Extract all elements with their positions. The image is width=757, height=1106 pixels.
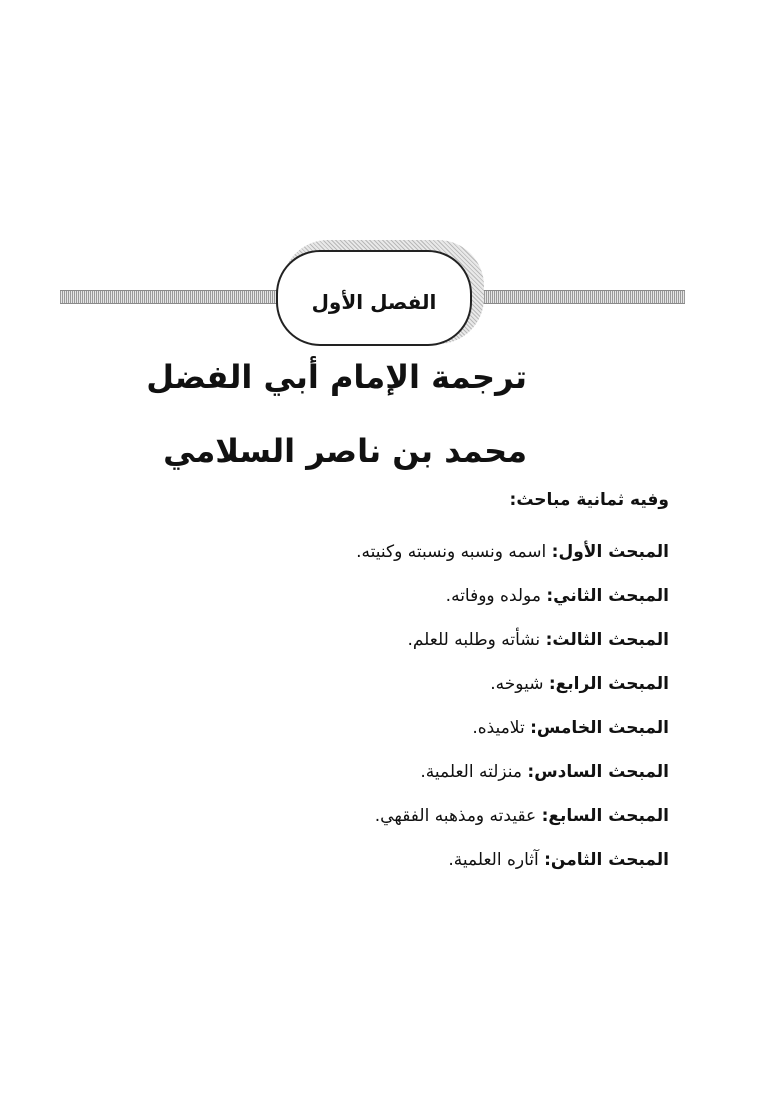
section-label: المبحث الأول:	[551, 542, 669, 562]
section-text: عقيدته ومذهبه الفقهي.	[374, 806, 542, 826]
section-label: المبحث الرابع:	[548, 674, 669, 694]
section-text: شيوخه.	[490, 674, 549, 694]
header-rule-right	[482, 290, 685, 304]
section-text: اسمه ونسبه ونسبته وكنيته.	[356, 542, 552, 562]
section-label: المبحث الثامن:	[544, 850, 669, 870]
section-label: المبحث الخامس:	[530, 718, 669, 738]
section-text: منزلته العلمية.	[420, 762, 528, 782]
section-label: المبحث الثاني:	[546, 586, 669, 606]
section-item	[356, 794, 669, 838]
section-label: المبحث السابع:	[541, 806, 669, 826]
section-text: مولده ووفاته.	[445, 586, 547, 606]
section-item	[356, 662, 669, 706]
sections-intro: وفيه ثمانية مباحث:	[509, 490, 669, 510]
sections-list	[356, 530, 669, 882]
section-item	[356, 706, 669, 750]
section-item	[356, 750, 669, 794]
section-item	[356, 574, 669, 618]
section-text: آثاره العلمية.	[448, 850, 545, 870]
section-label: المبحث السادس:	[527, 762, 669, 782]
section-item	[356, 618, 669, 662]
section-label: المبحث الثالث:	[545, 630, 669, 650]
section-item	[356, 530, 669, 574]
header-rule-left	[60, 290, 282, 304]
chapter-label: الفصل الأول	[311, 290, 437, 314]
title-line-1: ترجمة الإمام أبي الفضل	[146, 358, 527, 396]
section-text: تلاميذه.	[472, 718, 531, 738]
chapter-heading-box	[276, 250, 472, 346]
title-line-2: محمد بن ناصر السلامي	[163, 432, 527, 470]
section-text: نشأته وطلبه للعلم.	[407, 630, 546, 650]
section-item	[356, 838, 669, 882]
